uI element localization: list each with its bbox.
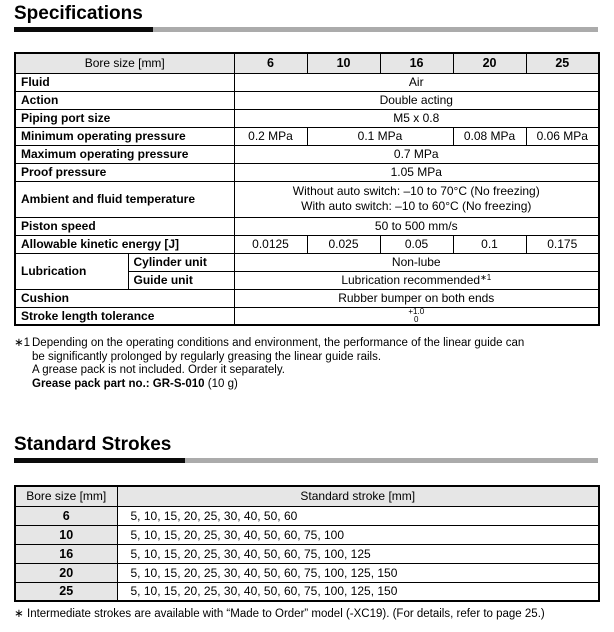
footnote-line: Depending on the operating conditions and environment, the performance of the linear guide can — [32, 337, 525, 349]
table-row-piston-speed — [15, 217, 599, 235]
bore-size-cell: 10 — [15, 525, 117, 544]
specifications-footnote — [14, 337, 598, 391]
row-value: 0.025 — [307, 235, 380, 253]
row-label: Stroke length tolerance — [15, 307, 234, 325]
bore-column-header: 6 — [234, 53, 307, 73]
row-label: Allowable kinetic energy [J] — [15, 235, 234, 253]
row-label: Action — [15, 91, 234, 109]
bore-size-cell: 25 — [15, 582, 117, 601]
bore-size-cell: 6 — [15, 506, 117, 525]
table-row-stroke-length-tolerance — [15, 307, 599, 325]
grease-pack-weight: (10 g) — [204, 377, 238, 390]
footnote-reference: ∗1 — [480, 273, 492, 282]
footnote-text: Intermediate strokes are available with “Made to Order” model (-XC19). (For details, refer to page 25.) — [27, 608, 545, 620]
bore-column-header: 25 — [526, 53, 599, 73]
row-label: Proof pressure — [15, 163, 234, 181]
row-label: Ambient and fluid temperature — [15, 181, 234, 217]
table-row-cushion — [15, 289, 599, 307]
table-row-action — [15, 91, 599, 109]
table-row — [15, 506, 599, 525]
bore-column-header: 10 — [307, 53, 380, 73]
title-underline — [14, 27, 598, 32]
row-sublabel-cylinder-unit: Cylinder unit — [128, 253, 234, 271]
row-value: 0.1 — [453, 235, 526, 253]
standard-strokes-table — [14, 485, 600, 602]
bore-column-header: 16 — [380, 53, 453, 73]
strokes-list-cell: 5, 10, 15, 20, 25, 30, 40, 50, 60, 75, 100, 125, 150 — [117, 563, 599, 582]
underline-gray-segment — [153, 27, 598, 32]
corner-header-cell: Bore size [mm] — [15, 53, 234, 73]
table-row — [15, 525, 599, 544]
row-value: Non-lube — [234, 253, 599, 271]
row-value: 50 to 500 mm/s — [234, 217, 599, 235]
table-header-row — [15, 53, 599, 73]
row-label: Maximum operating pressure — [15, 145, 234, 163]
bore-size-cell: 16 — [15, 544, 117, 563]
table-row — [15, 563, 599, 582]
strokes-list-cell: 5, 10, 15, 20, 25, 30, 40, 50, 60, 75, 100, 125, 150 — [117, 582, 599, 601]
row-value — [234, 271, 599, 289]
bore-size-cell: 20 — [15, 563, 117, 582]
row-value — [234, 181, 599, 217]
underline-black-segment — [14, 458, 185, 463]
strokes-list-cell: 5, 10, 15, 20, 25, 30, 40, 50, 60 — [117, 506, 599, 525]
row-value: 0.1 MPa — [307, 127, 453, 145]
grease-pack-part-number: Grease pack part no.: GR-S-010 — [32, 377, 205, 390]
row-value: 0.175 — [526, 235, 599, 253]
section-title-standard-strokes: Standard Strokes — [14, 434, 172, 455]
table-row — [15, 544, 599, 563]
row-label: Piston speed — [15, 217, 234, 235]
table-row-fluid — [15, 73, 599, 91]
footnote-marker: ∗1 — [14, 337, 31, 349]
standard-strokes-section — [14, 435, 598, 621]
specifications-section — [14, 4, 598, 391]
row-value: M5 x 0.8 — [234, 109, 599, 127]
row-value: 0.06 MPa — [526, 127, 599, 145]
row-value: 0.2 MPa — [234, 127, 307, 145]
row-value: Double acting — [234, 91, 599, 109]
tolerance-value — [235, 308, 599, 323]
table-row-piping-port-size — [15, 109, 599, 127]
row-label: Minimum operating pressure — [15, 127, 234, 145]
table-row-max-operating-pressure — [15, 145, 599, 163]
footnote-line: A grease pack is not included. Order it separately. — [32, 364, 285, 376]
underline-gray-segment — [185, 458, 598, 463]
footnote-line: be significantly prolonged by regularly greasing the linear guide rails. — [32, 350, 382, 363]
row-label: Cushion — [15, 289, 234, 307]
row-value: Rubber bumper on both ends — [234, 289, 599, 307]
bore-size-header-cell: Bore size [mm] — [15, 486, 117, 506]
row-label: Fluid — [15, 73, 234, 91]
row-value: 0.08 MPa — [453, 127, 526, 145]
row-value: 0.7 MPa — [234, 145, 599, 163]
table-row-allowable-kinetic-energy — [15, 235, 599, 253]
catalog-page — [14, 0, 598, 621]
bore-column-header: 20 — [453, 53, 526, 73]
table-row-ambient-fluid-temperature — [15, 181, 599, 217]
row-sublabel-guide-unit: Guide unit — [128, 271, 234, 289]
standard-strokes-footnote — [14, 607, 598, 621]
table-row — [15, 582, 599, 601]
temperature-line-2: With auto switch: –10 to 60°C (No freezing) — [301, 199, 532, 213]
row-label: Piping port size — [15, 109, 234, 127]
tolerance-lower: 0 — [414, 314, 419, 324]
footnote-marker: ∗ — [14, 608, 24, 620]
standard-stroke-header-cell: Standard stroke [mm] — [117, 486, 599, 506]
strokes-list-cell: 5, 10, 15, 20, 25, 30, 40, 50, 60, 75, 100, 125 — [117, 544, 599, 563]
guide-unit-value: Lubrication recommended — [341, 273, 481, 287]
temperature-line-1: Without auto switch: –10 to 70°C (No freezing) — [292, 184, 540, 198]
table-row-min-operating-pressure — [15, 127, 599, 145]
table-header-row — [15, 486, 599, 506]
section-title-specifications: Specifications — [14, 3, 143, 24]
table-row-lubrication-cylinder-unit — [15, 253, 599, 271]
tolerance-upper: +1.0 — [408, 307, 425, 317]
specifications-table — [14, 52, 600, 326]
footnote-line — [32, 378, 598, 392]
row-value: Air — [234, 73, 599, 91]
row-value: 0.0125 — [234, 235, 307, 253]
row-value: 1.05 MPa — [234, 163, 599, 181]
title-underline — [14, 458, 598, 463]
table-row-proof-pressure — [15, 163, 599, 181]
row-value — [234, 307, 599, 325]
underline-black-segment — [14, 27, 153, 32]
strokes-list-cell: 5, 10, 15, 20, 25, 30, 40, 50, 60, 75, 100 — [117, 525, 599, 544]
row-value: 0.05 — [380, 235, 453, 253]
row-label-lubrication: Lubrication — [15, 253, 128, 289]
